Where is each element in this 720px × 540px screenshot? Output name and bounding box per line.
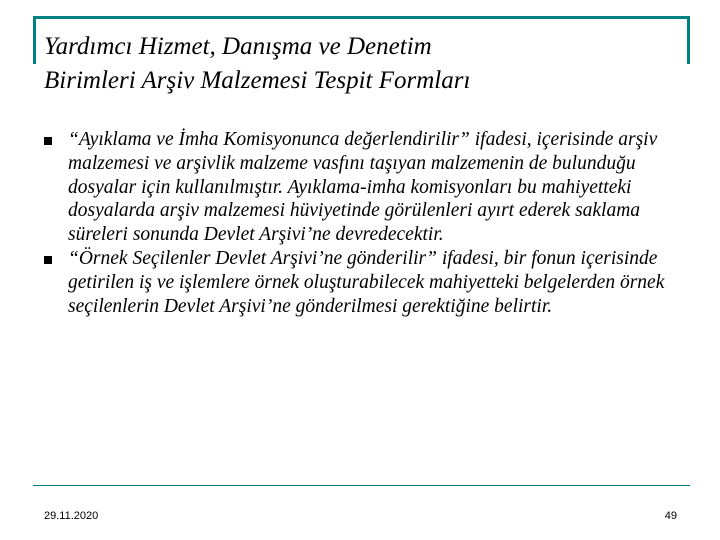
bullet-list xyxy=(44,128,680,318)
square-bullet-icon xyxy=(44,256,52,264)
page-number: 49 xyxy=(664,510,677,522)
slide-title-line-2: Birimleri Arşiv Malzemesi Tespit Formları xyxy=(44,67,471,94)
title-frame-top-rule xyxy=(33,16,690,19)
square-bullet-icon xyxy=(44,137,52,145)
slide-title xyxy=(44,30,684,98)
footer-divider xyxy=(33,485,690,486)
footer-date: 29.11.2020 xyxy=(44,510,99,522)
bullet-item-ornek-secilenler xyxy=(44,247,680,318)
bullet-text-komisyon: “Ayıklama ve İmha Komisyonunca değerlendirilir” ifadesi, içerisinde arşiv malzemesi ve arşivlik malzeme vasfını taşıyan malzemenin de bulunduğu dosyalar için kullanılmıştır. Ayıklama-imha komisyonları bu mahiyetteki dosyalarda arşiv malzemesi hüviyetinde görülenleri ayırt ederek saklama süreleri sonunda Devlet Arşivi’ne devredecektir. xyxy=(68,129,658,246)
bullet-item-komisyon xyxy=(44,128,680,247)
bullet-text-ornek-secilenler: “Örnek Seçilenler Devlet Arşivi’ne gönderilir” ifadesi, bir fonun içerisinde getirilen iş ve işlemlere örnek oluşturabilecek mahiyetteki belgelerden örnek seçilenlerin Devlet Arşivi’ne gönderilmesi gerektiğine belirtir. xyxy=(68,247,665,317)
title-frame-right-rule xyxy=(687,16,690,64)
slide-title-line-1: Yardımcı Hizmet, Danışma ve Denetim xyxy=(44,33,432,60)
title-frame-left-rule xyxy=(33,16,36,64)
